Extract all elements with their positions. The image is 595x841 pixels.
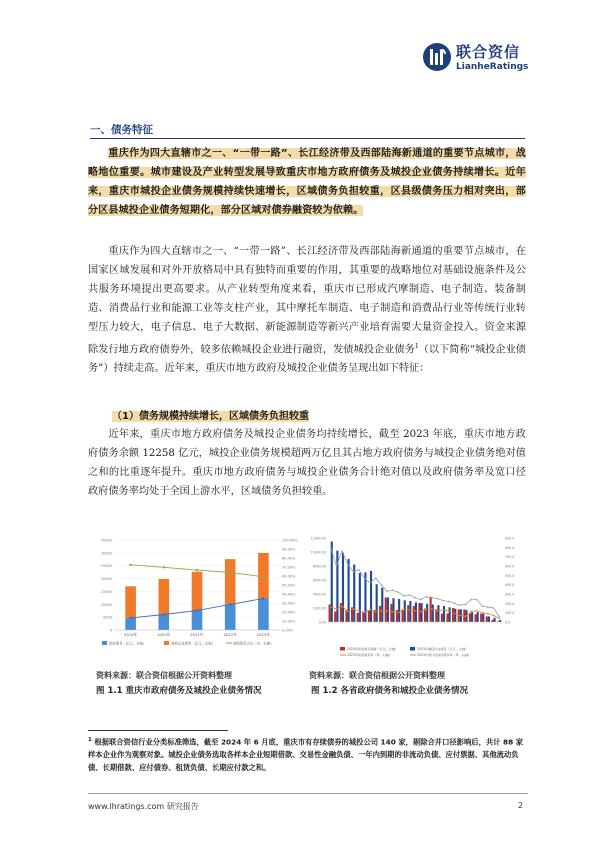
y-tick-label-left: 0.00 xyxy=(318,620,326,625)
line-point xyxy=(392,589,394,591)
y-tick-label-left: 8000.00 xyxy=(312,564,326,569)
line-point xyxy=(397,591,399,593)
section-title: 一、债务特征 xyxy=(90,124,153,136)
legend-swatch xyxy=(410,647,415,651)
y-tick-label-right: 20.00% xyxy=(282,610,296,615)
subheading-text: （1）债务规模持续增长，区域债务负担较重 xyxy=(112,411,309,422)
y-tick-label-left: 25000 xyxy=(100,564,112,569)
line-point xyxy=(330,547,332,549)
line-point xyxy=(386,590,388,592)
bar-lgfv-debt xyxy=(404,600,406,622)
bar-gov-debt-balance xyxy=(452,608,454,622)
line-point xyxy=(453,613,455,615)
body-paragraph-1-text-a: 重庆作为四大直辖市之一、“一带一路”、长江经济带及西部陆海新通道的重要节点城市，在国家区域发展和对外开放格局中具有独特而重要的作用，其重要的战略地位对基础设施条件及公共服务环境提出更高要求。从产业转型角度来看，重庆市已形成汽摩制造、电子制造、装备制造、消费品行业和能源工业等支柱产业，其中摩托车制造、电子制造和消费品行业等传统行业转型压力较大，电子信息、电子大数据、新能源制造等新兴产业培育需要大量资金投入。资金来源除发行地方政府债券外，较多依赖城投企业进行融资，发债城投企业债务 xyxy=(88,246,526,356)
line-point xyxy=(403,595,405,597)
bar-gov-debt-balance xyxy=(385,598,387,623)
line-point xyxy=(381,584,383,586)
line-point xyxy=(487,613,489,615)
line-point xyxy=(482,612,484,614)
legend-swatch xyxy=(102,641,107,645)
bar-gov-debt-balance xyxy=(379,606,381,622)
line-point xyxy=(448,610,450,612)
chart-2-source: 资料来源：联合资信根据公开资料整理 xyxy=(309,671,445,680)
line-point xyxy=(437,610,439,612)
line-point xyxy=(352,571,354,573)
line-point xyxy=(425,609,427,611)
line-point xyxy=(431,597,433,599)
legend-label: 2023年政府债务余额（亿元，左轴） xyxy=(347,647,399,651)
line-point xyxy=(364,577,366,579)
bar-lgfv-debt xyxy=(477,612,479,622)
line-point xyxy=(414,610,416,612)
line-point xyxy=(196,569,198,571)
line-point xyxy=(262,576,264,578)
line-point xyxy=(487,606,489,608)
line-point xyxy=(336,565,338,567)
line-point xyxy=(386,610,388,612)
line-point xyxy=(341,605,343,607)
bar-lgfv-debt xyxy=(125,586,136,618)
line-point xyxy=(442,609,444,611)
line-point xyxy=(425,596,427,598)
bar-gov-debt-balance xyxy=(486,616,488,622)
legend-label: 2023年宽口径政府债务率（%，右轴） xyxy=(417,653,472,657)
y-tick-label-left: 10000 xyxy=(100,602,112,607)
footnote-mark: 1 xyxy=(88,737,92,743)
bar-gov-debt-balance xyxy=(446,614,448,622)
line-point xyxy=(476,599,478,601)
legend-label: 2023年政府债务率（%，右轴） xyxy=(347,653,392,657)
y-tick-label-right: 60.00% xyxy=(282,574,296,579)
y-tick-label-right: 90.00% xyxy=(282,547,296,552)
y-tick-label-right: 70.00% xyxy=(282,565,296,570)
body-paragraph-2: 近年来，重庆市地方政府债务及城投企业债务均持续增长，截至 2023 年底，重庆市地方政府债务余额 12258 亿元，城投企业债务规模超两万亿且其占地方政府债务与城投企业债务绝对值之和的比重逐年提升。重庆市地方政府债务与城投企业债务合计绝对值以及政府债务率及宽口径政府债务率均处于全国上游水平，区域债务负担较重。 xyxy=(88,429,526,497)
line-point xyxy=(414,597,416,599)
bar-gov-debt-balance xyxy=(413,606,415,622)
line-point xyxy=(448,601,450,603)
body-paragraph-1 xyxy=(88,242,526,378)
subheading xyxy=(112,407,309,422)
bar-gov-debt-balance xyxy=(396,610,398,622)
y-tick-label-right: 40.00% xyxy=(282,592,296,597)
y-tick-label-right: 900.0 xyxy=(505,536,515,541)
bar-gov-debt-balance xyxy=(418,603,420,622)
legend-swatch xyxy=(164,641,169,645)
lianhe-logo-icon xyxy=(422,42,452,72)
bar-lgfv-debt xyxy=(432,605,434,623)
bar-gov-debt-balance xyxy=(362,612,364,622)
bar-lgfv-debt xyxy=(437,605,439,622)
line-point xyxy=(409,594,411,596)
bar-gov-debt-balance xyxy=(441,614,443,622)
line-point xyxy=(347,611,349,613)
intro-summary-text: 重庆作为四大直辖市之一、“一带一路”、长江经济带及西部陆海新通道的重要节点城市，战略地位重要。城市建设及产业转型发展导致重庆市地方政府债务及城投企业债务持续增长。近年来，重庆市城投企业债务规模持续快速增长，区域债务负担较重，区县级债务压力相对突出，部分区县城投企业债务短期化，部分区域对债券融资较为依赖。 xyxy=(88,148,526,216)
bar-gov-debt xyxy=(125,618,136,630)
bar-lgfv-debt xyxy=(158,579,169,614)
line-point xyxy=(420,599,422,601)
line-point xyxy=(341,550,343,552)
y-tick-label-right: 50.00% xyxy=(282,583,296,588)
line-point xyxy=(453,603,455,605)
y-tick-label-right: 800.0 xyxy=(505,545,515,550)
legend-label: 政府债务（亿元，左轴） xyxy=(109,641,147,646)
line-point xyxy=(470,599,472,601)
line-point xyxy=(369,582,371,584)
line-point xyxy=(229,571,231,573)
logo xyxy=(422,38,532,78)
footnote-rule xyxy=(88,730,228,731)
bar-gov-debt xyxy=(225,604,236,630)
line-point xyxy=(493,615,495,617)
bar-gov-debt xyxy=(192,611,203,630)
y-tick-label-right: 100.00% xyxy=(282,538,298,543)
legend-label: 2023年城投企业债务（亿元，左轴） xyxy=(417,647,469,651)
line-point xyxy=(403,609,405,611)
bar-gov-debt-balance xyxy=(390,604,392,622)
chart-1-caption: 图 1.1 重庆市政府债务及城投企业债务情况 xyxy=(96,686,262,696)
line-point xyxy=(330,606,332,608)
bar-lgfv-debt xyxy=(449,607,451,622)
y-tick-label-right: 0.0 xyxy=(505,620,511,625)
line-point xyxy=(470,611,472,613)
bar-lgfv-debt xyxy=(454,609,456,622)
intro-summary xyxy=(88,144,526,220)
legend-swatch xyxy=(340,647,345,651)
line-point xyxy=(369,609,371,611)
y-tick-label-left: 6000.00 xyxy=(312,578,326,583)
bar-lgfv-debt xyxy=(482,614,484,622)
bar-lgfv-debt xyxy=(353,565,355,622)
line-point xyxy=(352,608,354,610)
footnote xyxy=(88,734,528,774)
bar-lgfv-debt xyxy=(342,553,344,622)
bar-lgfv-debt xyxy=(488,616,490,622)
y-tick-label-right: 400.0 xyxy=(505,583,515,588)
x-tick-label: 2021年 xyxy=(190,632,204,637)
y-tick-label-right: 200.0 xyxy=(505,601,515,606)
footnote-ref[interactable]: 1 xyxy=(414,343,419,350)
y-tick-label-right: 10.00% xyxy=(282,619,296,624)
line-point xyxy=(129,564,131,566)
y-tick-label-left: 2000.00 xyxy=(312,606,326,611)
y-tick-label-right: 80.00% xyxy=(282,556,296,561)
bar-gov-debt-balance xyxy=(368,611,370,622)
bar-lgfv-debt xyxy=(381,588,383,622)
footer-rule xyxy=(88,793,528,794)
chart-2-caption: 图 1.2 各省政府债务和城投企业债务情况 xyxy=(311,686,468,696)
footer-website[interactable]: www.lhratings.com 研究报告 xyxy=(88,802,199,811)
bar-lgfv-debt xyxy=(398,599,400,622)
y-tick-label-right: 700.0 xyxy=(505,555,515,560)
page-number: 2 xyxy=(518,801,524,810)
bar-gov-debt-balance xyxy=(334,612,336,623)
line-point xyxy=(336,608,338,610)
bar-lgfv-debt xyxy=(192,572,203,611)
y-tick-label-right: 600.0 xyxy=(505,564,515,569)
line-point xyxy=(397,612,399,614)
legend-label: 城投企业债务（亿元，左轴） xyxy=(171,641,216,646)
bar-lgfv-debt xyxy=(426,604,428,622)
y-tick-label-left: 12000.00 xyxy=(310,536,326,541)
line-point xyxy=(262,597,264,599)
bar-lgfv-debt xyxy=(421,603,423,622)
x-tick-label: 2023年 xyxy=(256,632,271,637)
bar-lgfv-debt xyxy=(348,559,350,622)
body-paragraph-1-text-b: （以下简称“城投企业债务”）持续走高。近年来，重庆市地方政府及城投企业债务呈现出如下特征： xyxy=(88,344,526,375)
y-tick-label-right: 300.0 xyxy=(505,592,515,597)
y-tick-label-left: 0 xyxy=(109,628,112,633)
line-point xyxy=(409,609,411,611)
y-tick-label-left: 5000 xyxy=(103,615,112,620)
y-tick-label-right: 0.00% xyxy=(282,628,294,633)
line-point xyxy=(196,609,198,611)
y-tick-label-left: 15000 xyxy=(100,589,112,594)
brand-name-en: LianheRatings xyxy=(456,62,529,72)
line-point xyxy=(482,605,484,607)
line-point xyxy=(375,577,377,579)
line-point xyxy=(476,610,478,612)
x-tick-label: 2019年 xyxy=(123,632,138,637)
chart-1 xyxy=(88,532,304,666)
line-point xyxy=(358,610,360,612)
section-rule xyxy=(90,138,525,139)
x-tick-label: 2020年 xyxy=(157,632,171,637)
footnote-text: 根据联合资信行业分类标准筛选，截至 2024 年 6 月底，重庆市有存续债券的城投公司 140 家，剔除合并口径影响后，共计 88 家样本企业作为观察对象。城投企业债务选取各样本企业短期借款、交易性金融负债、一年内到期的非流动负债、应付票据、其他流动负债、长期借款、应付债券、租赁负债、长期应付款之和。 xyxy=(88,737,524,773)
bar-lgfv-debt xyxy=(415,602,417,622)
y-tick-label-left: 30000 xyxy=(100,551,112,556)
line-point xyxy=(431,608,433,610)
bar-lgfv-debt xyxy=(443,606,445,622)
line-point xyxy=(437,598,439,600)
line-point xyxy=(498,617,500,619)
line-point xyxy=(442,600,444,602)
legend-label: 城投债务占比（%，右轴） xyxy=(233,641,274,646)
bar-gov-debt-balance xyxy=(407,605,409,622)
line-point xyxy=(375,611,377,613)
line-point xyxy=(364,612,366,614)
line-point xyxy=(459,604,461,606)
y-tick-label-left: 10000.00 xyxy=(310,550,326,555)
line-point xyxy=(163,566,165,568)
bar-gov-debt-balance xyxy=(491,620,493,622)
line-point xyxy=(392,611,394,613)
y-tick-label-left: 4000.00 xyxy=(312,592,326,597)
bar-lgfv-debt xyxy=(409,601,411,622)
bar-lgfv-debt xyxy=(471,612,473,622)
bar-gov-debt-balance xyxy=(474,614,476,622)
bar-lgfv-debt xyxy=(359,573,361,622)
bar-gov-debt-balance xyxy=(402,609,404,622)
bar-lgfv-debt xyxy=(376,584,378,622)
bar-lgfv-debt xyxy=(225,559,236,604)
line-point xyxy=(347,563,349,565)
line-point xyxy=(358,569,360,571)
line-point xyxy=(381,610,383,612)
line-point xyxy=(493,607,495,609)
bar-lgfv-debt xyxy=(493,618,495,622)
y-tick-label-right: 30.00% xyxy=(282,601,296,606)
bar-gov-debt-balance xyxy=(480,614,482,622)
y-tick-label-right: 500.0 xyxy=(505,573,515,578)
line-point xyxy=(498,616,500,618)
bar-lgfv-debt xyxy=(499,620,501,622)
brand-name-cn: 联合资信 xyxy=(456,43,521,61)
bar-gov-debt-balance xyxy=(357,613,359,622)
bar-lgfv-debt xyxy=(392,598,394,622)
line-point xyxy=(459,615,461,617)
bar-gov-debt-balance xyxy=(469,614,471,622)
chart-2 xyxy=(306,532,528,666)
chart-1-source: 资料来源：联合资信根据公开资料整理 xyxy=(96,671,232,680)
line-point xyxy=(420,611,422,613)
line-point xyxy=(465,616,467,618)
y-tick-label-right: 100.0 xyxy=(505,611,515,616)
line-point xyxy=(129,617,131,619)
bar-gov-debt xyxy=(258,598,269,630)
x-tick-label: 2022年 xyxy=(223,632,237,637)
y-tick-label-left: 20000 xyxy=(100,577,112,582)
bar-lgfv-debt xyxy=(387,598,389,623)
line-point xyxy=(229,603,231,605)
bar-lgfv-debt xyxy=(370,571,372,622)
line-point xyxy=(163,613,165,615)
line-point xyxy=(465,603,467,605)
bar-gov-debt xyxy=(158,614,169,630)
y-tick-label-left: 35000 xyxy=(100,538,112,543)
